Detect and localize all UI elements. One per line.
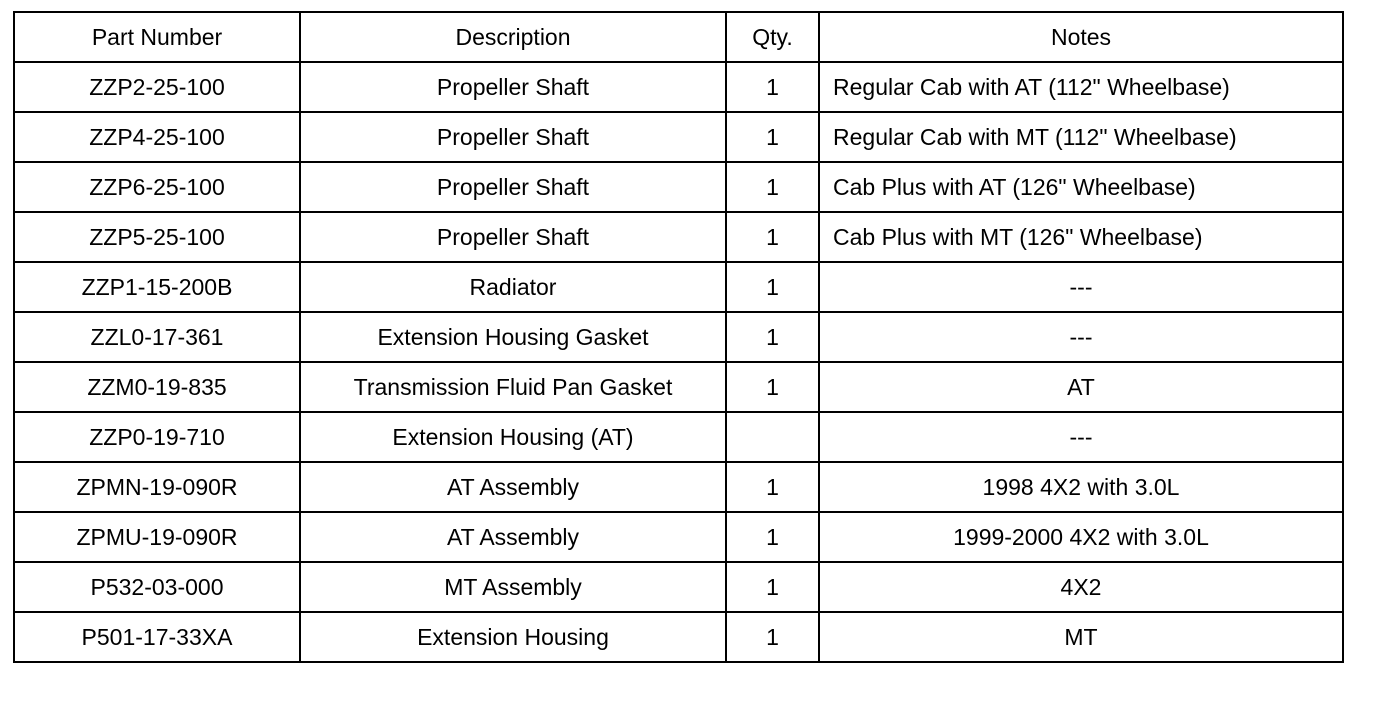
cell-description: Propeller Shaft <box>300 62 726 112</box>
table-row <box>14 162 1343 212</box>
cell-qty: 1 <box>726 162 819 212</box>
cell-notes: MT <box>819 612 1343 662</box>
table-row <box>14 462 1343 512</box>
cell-notes: AT <box>819 362 1343 412</box>
table-row <box>14 362 1343 412</box>
table-row <box>14 562 1343 612</box>
cell-qty: 1 <box>726 562 819 612</box>
cell-notes: 1999-2000 4X2 with 3.0L <box>819 512 1343 562</box>
cell-notes: 4X2 <box>819 562 1343 612</box>
cell-part-number: ZZP0-19-710 <box>14 412 300 462</box>
table-row <box>14 412 1343 462</box>
cell-description: Propeller Shaft <box>300 162 726 212</box>
cell-description: AT Assembly <box>300 512 726 562</box>
cell-part-number: ZZP1-15-200B <box>14 262 300 312</box>
cell-part-number: ZZP5-25-100 <box>14 212 300 262</box>
cell-notes: Regular Cab with MT (112" Wheelbase) <box>819 112 1343 162</box>
cell-description: MT Assembly <box>300 562 726 612</box>
cell-notes: --- <box>819 262 1343 312</box>
cell-qty: 1 <box>726 112 819 162</box>
cell-part-number: ZZL0-17-361 <box>14 312 300 362</box>
cell-qty: 1 <box>726 612 819 662</box>
table-row <box>14 112 1343 162</box>
cell-description: Propeller Shaft <box>300 212 726 262</box>
cell-part-number: P501-17-33XA <box>14 612 300 662</box>
cell-qty: 1 <box>726 512 819 562</box>
cell-part-number: ZZM0-19-835 <box>14 362 300 412</box>
cell-qty: 1 <box>726 62 819 112</box>
cell-notes: 1998 4X2 with 3.0L <box>819 462 1343 512</box>
table-row <box>14 512 1343 562</box>
cell-qty: 1 <box>726 262 819 312</box>
cell-qty <box>726 412 819 462</box>
cell-part-number: P532-03-000 <box>14 562 300 612</box>
parts-table <box>13 11 1344 663</box>
header-qty: Qty. <box>726 12 819 62</box>
cell-part-number: ZZP6-25-100 <box>14 162 300 212</box>
cell-description: Radiator <box>300 262 726 312</box>
cell-notes: Regular Cab with AT (112" Wheelbase) <box>819 62 1343 112</box>
table-row <box>14 312 1343 362</box>
cell-part-number: ZZP2-25-100 <box>14 62 300 112</box>
cell-qty: 1 <box>726 212 819 262</box>
cell-notes: --- <box>819 412 1343 462</box>
table-row <box>14 212 1343 262</box>
cell-description: Transmission Fluid Pan Gasket <box>300 362 726 412</box>
cell-description: Propeller Shaft <box>300 112 726 162</box>
cell-description: Extension Housing Gasket <box>300 312 726 362</box>
cell-notes: Cab Plus with MT (126" Wheelbase) <box>819 212 1343 262</box>
cell-qty: 1 <box>726 462 819 512</box>
header-row <box>14 12 1343 62</box>
cell-description: AT Assembly <box>300 462 726 512</box>
cell-notes: Cab Plus with AT (126" Wheelbase) <box>819 162 1343 212</box>
cell-description: Extension Housing (AT) <box>300 412 726 462</box>
cell-description: Extension Housing <box>300 612 726 662</box>
header-notes: Notes <box>819 12 1343 62</box>
table-body <box>14 62 1343 662</box>
table-row <box>14 62 1343 112</box>
cell-part-number: ZPMU-19-090R <box>14 512 300 562</box>
table-row <box>14 262 1343 312</box>
cell-part-number: ZZP4-25-100 <box>14 112 300 162</box>
table-header <box>14 12 1343 62</box>
cell-notes: --- <box>819 312 1343 362</box>
cell-qty: 1 <box>726 362 819 412</box>
table-row <box>14 612 1343 662</box>
cell-part-number: ZPMN-19-090R <box>14 462 300 512</box>
cell-qty: 1 <box>726 312 819 362</box>
header-part-number: Part Number <box>14 12 300 62</box>
header-description: Description <box>300 12 726 62</box>
